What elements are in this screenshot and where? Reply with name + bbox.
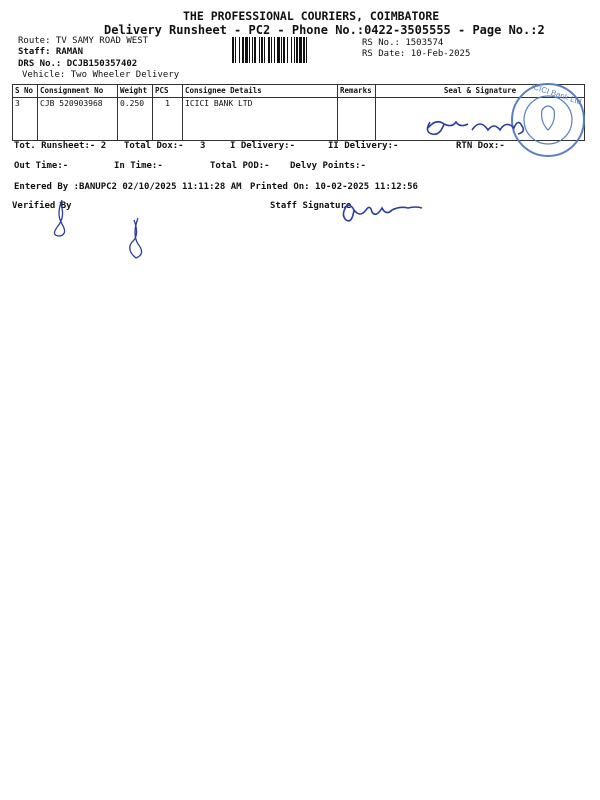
col-header-sno: S No (13, 85, 38, 98)
staff-signature-label: Staff Signature (270, 201, 352, 211)
cell-pcs: 1 (153, 98, 183, 141)
vehicle-line: Vehicle: Two Wheeler Delivery (22, 70, 180, 80)
barcode (232, 37, 354, 63)
cell-sno: 3 (13, 98, 38, 141)
drs-line: DRS No.: DCJB150357402 (18, 59, 138, 69)
ii-delivery: II Delivery:- (328, 141, 399, 151)
delvy-points: Delvy Points:- (290, 161, 366, 171)
cell-consignment: CJB 520903968 (38, 98, 118, 141)
cell-weight: 0.250 (118, 98, 153, 141)
i-delivery: I Delivery:- (230, 141, 296, 151)
table-header-row (13, 85, 585, 98)
cell-remarks (338, 98, 376, 141)
total-dox-label: Total Dox:- (124, 141, 184, 151)
col-header-remarks: Remarks (338, 85, 376, 98)
col-header-consignment: Consignment No (38, 85, 118, 98)
route-line: Route: TV SAMY ROAD WEST (18, 36, 149, 46)
col-header-seal: Seal & Signature (376, 85, 585, 98)
company-title: THE PROFESSIONAL COURIERS, COIMBATORE (183, 9, 440, 23)
col-header-consignee: Consignee Details (183, 85, 338, 98)
entered-by: Entered By :BANUPC2 02/10/2025 11:11:28 AM (14, 182, 242, 192)
receiver-signature (422, 108, 532, 140)
col-header-pcs: PCS (153, 85, 183, 98)
verified-by: Verified By (12, 201, 72, 211)
rtn-dox: RTN Dox:- (456, 141, 505, 151)
seal-text: ICICI Bank Ltd (530, 81, 583, 107)
col-header-weight: Weight (118, 85, 153, 98)
cell-consignee: ICICI BANK LTD (183, 98, 338, 141)
tot-runsheet: Tot. Runsheet:- 2 (14, 141, 107, 151)
staff-signature (338, 196, 428, 228)
rs-date: RS Date: 10-Feb-2025 (362, 49, 471, 59)
out-time: Out Time:- (14, 161, 69, 171)
total-pod: Total POD:- (210, 161, 270, 171)
printed-on: Printed On: 10-02-2025 11:12:56 (250, 182, 418, 192)
verified-signature (40, 196, 160, 266)
in-time: In Time:- (114, 161, 163, 171)
rs-number: RS No.: 1503574 (362, 38, 444, 48)
runsheet-title: Delivery Runsheet - PC2 - Phone No.:0422-3505555 - Page No.:2 (104, 23, 545, 37)
barcode-bar (307, 37, 309, 63)
total-dox-value: 3 (200, 141, 206, 151)
staff-line: Staff: RAMAN (18, 47, 84, 57)
